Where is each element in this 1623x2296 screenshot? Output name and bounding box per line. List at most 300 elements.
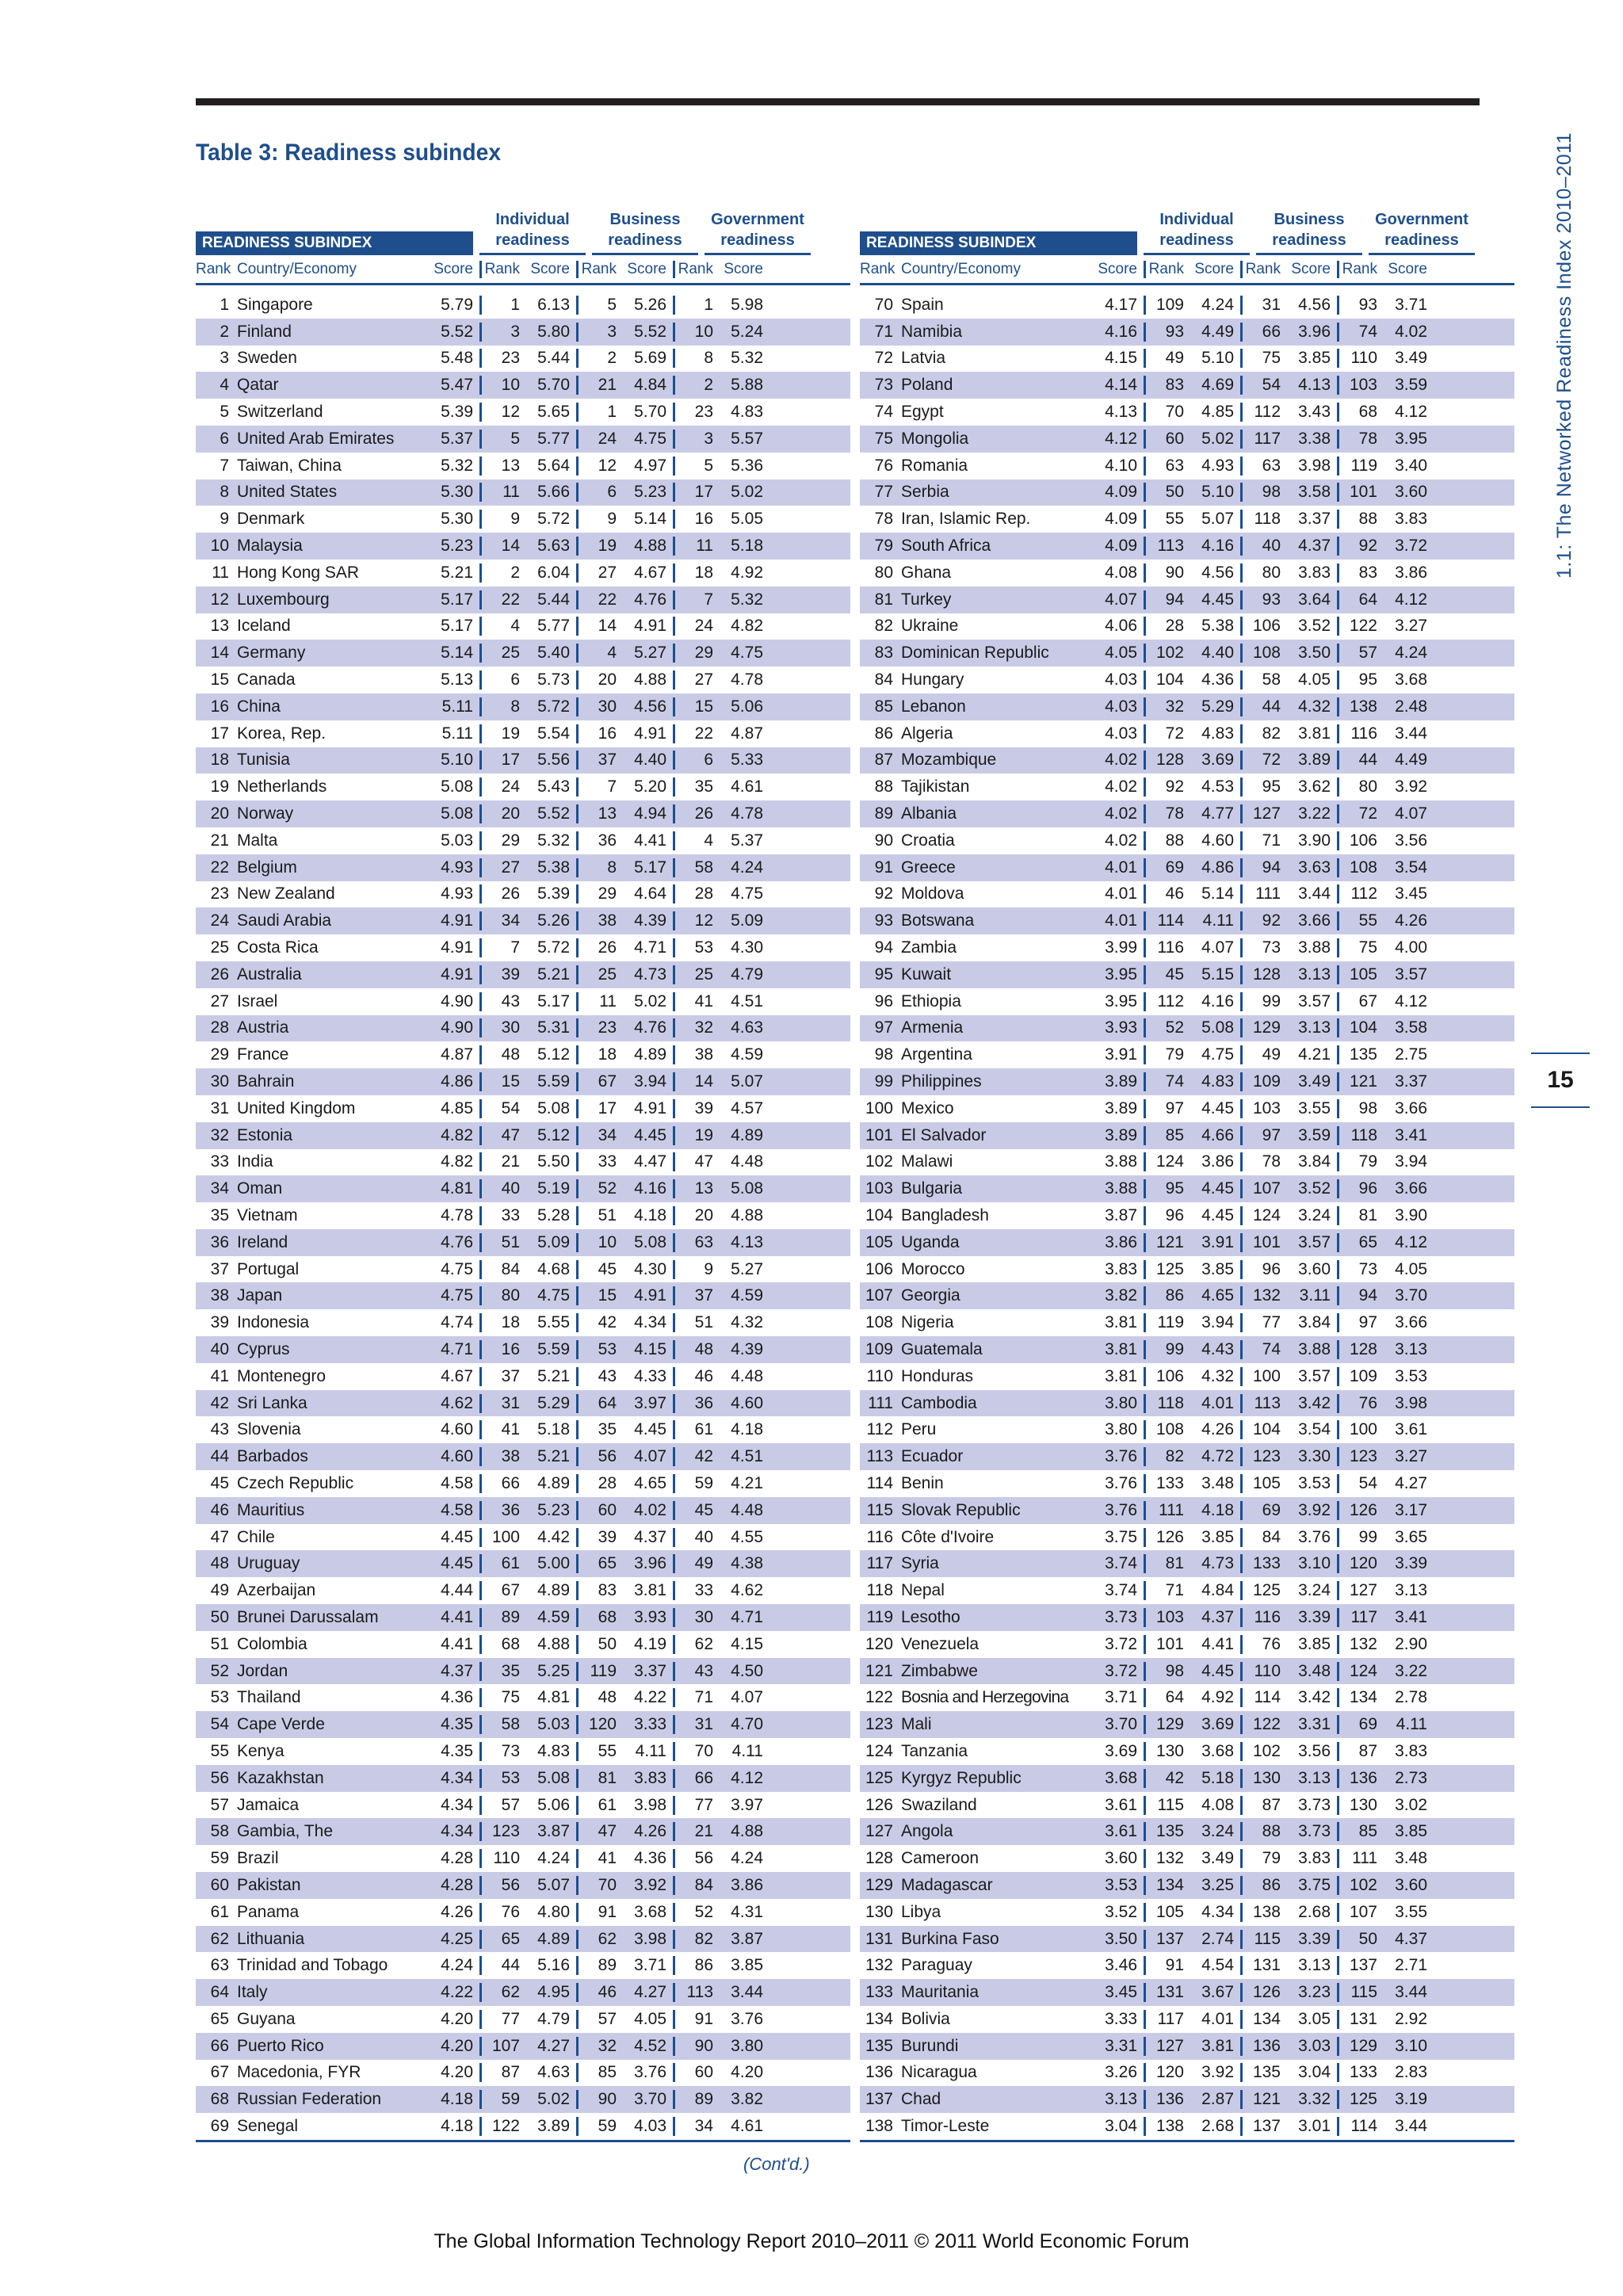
table-row: [860, 827, 1514, 854]
score-cell: 3.99: [1105, 938, 1137, 957]
bus-score-cell: 3.39: [1298, 1607, 1331, 1626]
table-row: [860, 720, 1514, 747]
table-body-left: [196, 285, 850, 2140]
bus-rank-cell: 116: [1240, 1608, 1284, 1627]
table-row: [196, 1282, 850, 1309]
table-row: [860, 2086, 1514, 2113]
gov-score-cell: 4.70: [731, 1715, 763, 1734]
bus-score-cell: 3.03: [1298, 2036, 1331, 2055]
table-row: [860, 1149, 1514, 1176]
bus-score-cell: 4.15: [634, 1339, 666, 1358]
table-row: [860, 1711, 1514, 1738]
rank-cell: 26: [210, 965, 229, 984]
table-row: [860, 1845, 1514, 1872]
rank-cell: 113: [866, 1447, 893, 1466]
table-row: [860, 506, 1514, 533]
bus-rank-cell: 22: [576, 590, 620, 609]
ind-rank-cell: 109: [1144, 296, 1187, 315]
country-cell: Swaziland: [901, 1795, 977, 1814]
table-row: [860, 1899, 1514, 1926]
rank-cell: 92: [874, 884, 893, 904]
bus-rank-cell: 1: [576, 403, 620, 422]
ind-score-cell: 4.45: [1201, 1098, 1234, 1117]
ind-rank-cell: 50: [1144, 483, 1187, 502]
bus-score-cell: 3.81: [634, 1581, 666, 1600]
bus-score-cell: 3.10: [1298, 1554, 1331, 1573]
country-cell: United Kingdom: [237, 1098, 356, 1117]
ind-rank-cell: 61: [479, 1554, 523, 1573]
bus-score-cell: 5.17: [634, 858, 666, 877]
gov-score-cell: 4.37: [1395, 1929, 1427, 1948]
ind-score-cell: 4.11: [1202, 911, 1234, 930]
ind-rank-cell: 40: [479, 1179, 523, 1198]
score-cell: 4.34: [441, 1768, 473, 1787]
rank-cell: 117: [866, 1554, 893, 1573]
bus-score-cell: 3.38: [1298, 429, 1331, 448]
bus-rank-cell: 52: [576, 1179, 620, 1198]
table-row: [860, 1095, 1514, 1122]
bus-rank-cell: 92: [1240, 911, 1284, 930]
table-row: [196, 1926, 850, 1953]
gov-rank-cell: 129: [1337, 2037, 1381, 2056]
bus-rank-cell: 87: [1240, 1796, 1284, 1815]
gov-score-cell: 4.48: [731, 1500, 763, 1519]
score-cell: 3.76: [1105, 1473, 1137, 1492]
continued-note: (Cont'd.): [743, 2154, 810, 2174]
bus-rank-cell: 36: [576, 831, 620, 850]
gov-rank-cell: 72: [1337, 804, 1381, 823]
score-cell: 3.75: [1105, 1527, 1137, 1546]
bus-rank-cell: 72: [1240, 751, 1284, 770]
ind-rank-cell: 4: [479, 617, 523, 636]
country-cell: New Zealand: [237, 884, 335, 904]
ind-score-cell: 4.66: [1201, 1125, 1234, 1144]
ind-score-cell: 3.68: [1201, 1741, 1234, 1760]
gov-score-cell: 3.56: [1395, 831, 1427, 850]
gov-rank-cell: 48: [673, 1340, 716, 1359]
bus-score-cell: 4.88: [634, 537, 666, 556]
bus-score-cell: 5.26: [634, 295, 666, 314]
ind-rank-cell: 27: [479, 858, 523, 877]
rank-cell: 41: [210, 1366, 229, 1385]
country-cell: Jordan: [237, 1661, 288, 1680]
gov-score-cell: 3.27: [1395, 1447, 1427, 1466]
gov-rank-cell: 96: [1337, 1179, 1381, 1198]
score-cell: 4.93: [441, 858, 473, 877]
bus-rank-cell: 42: [576, 1313, 620, 1332]
score-cell: 3.60: [1105, 1849, 1137, 1868]
ind-rank-cell: 16: [479, 1340, 523, 1359]
bus-rank-cell: 59: [576, 2117, 620, 2136]
bus-rank-cell: 48: [576, 1688, 620, 1707]
country-cell: Nigeria: [901, 1313, 954, 1332]
bus-rank-cell: 15: [576, 1286, 620, 1305]
country-cell: Mozambique: [901, 751, 997, 770]
table-row: [860, 346, 1514, 372]
rank-cell: 7: [220, 456, 229, 475]
score-cell: 4.34: [441, 1795, 473, 1814]
rank-cell: 12: [210, 590, 229, 609]
gov-rank-cell: 57: [1337, 644, 1381, 663]
country-cell: Kenya: [237, 1741, 285, 1760]
rank-cell: 89: [874, 804, 893, 823]
gov-score-cell: 4.38: [731, 1554, 763, 1573]
country-cell: Costa Rica: [237, 938, 319, 957]
ind-score-cell: 5.39: [537, 884, 570, 904]
bus-rank-cell: 127: [1240, 804, 1284, 823]
table-row: [196, 613, 850, 640]
ind-score-cell: 5.29: [537, 1393, 570, 1412]
country-cell: Nepal: [901, 1581, 945, 1600]
gov-rank-cell: 79: [1337, 1152, 1381, 1171]
gov-score-cell: 4.07: [1395, 804, 1427, 823]
score-cell: 4.91: [441, 938, 473, 957]
table-row: [196, 1175, 850, 1202]
bus-score-cell: 5.14: [634, 510, 666, 529]
country-cell: Uganda: [901, 1232, 960, 1251]
rank-cell: 19: [210, 777, 229, 797]
score-cell: 4.06: [1105, 617, 1137, 636]
gov-score-cell: 3.76: [731, 2009, 763, 2028]
gov-score-cell: 2.73: [1395, 1768, 1427, 1787]
country-cell: Romania: [901, 456, 968, 475]
page-number: 15: [1547, 1067, 1574, 1093]
ind-rank-cell: 102: [1144, 644, 1187, 663]
country-cell: Serbia: [901, 483, 949, 502]
gov-rank-cell: 17: [673, 483, 716, 502]
ind-score-cell: 3.67: [1201, 1983, 1234, 2002]
country-cell: Tajikistan: [901, 777, 970, 797]
score-cell: 3.53: [1105, 1875, 1137, 1894]
ind-rank-cell: 110: [479, 1849, 523, 1868]
table-row: [196, 1390, 850, 1417]
score-cell: 4.10: [1105, 456, 1137, 475]
gov-score-cell: 2.78: [1395, 1688, 1427, 1707]
table-panel-left: [196, 209, 850, 2142]
ind-score-cell: 4.65: [1201, 1286, 1234, 1305]
bus-score-cell: 3.13: [1298, 1956, 1331, 1975]
table-row: [860, 1416, 1514, 1443]
score-cell: 4.16: [1105, 322, 1137, 341]
score-cell: 3.74: [1105, 1581, 1137, 1600]
country-cell: Chile: [237, 1527, 275, 1546]
ind-rank-cell: 32: [1144, 697, 1187, 716]
bus-rank-cell: 58: [1240, 670, 1284, 690]
bus-score-cell: 5.70: [634, 403, 666, 422]
country-cell: Kuwait: [901, 965, 952, 984]
country-cell: Azerbaijan: [237, 1581, 316, 1600]
country-cell: Angola: [901, 1822, 953, 1841]
country-cell: Belgium: [237, 858, 297, 877]
rank-cell: 85: [874, 697, 893, 716]
score-cell: 4.02: [1105, 777, 1137, 797]
table-panel-right: [860, 209, 1514, 2142]
score-cell: 5.30: [441, 510, 473, 529]
ind-score-cell: 4.86: [1201, 858, 1234, 877]
rank-cell: 115: [866, 1500, 893, 1519]
rank-cell: 51: [210, 1634, 229, 1653]
ind-rank-cell: 99: [1144, 1340, 1187, 1359]
score-cell: 4.90: [441, 991, 473, 1010]
score-cell: 4.91: [441, 911, 473, 930]
ind-rank-cell: 42: [1144, 1769, 1187, 1788]
country-cell: Uruguay: [237, 1554, 300, 1573]
bottom-rule: [196, 2140, 850, 2142]
bus-rank-cell: 79: [1240, 1849, 1284, 1868]
gov-score-cell: 3.37: [1395, 1072, 1427, 1091]
gov-score-cell: 3.40: [1395, 456, 1427, 475]
gov-score-cell: 5.02: [731, 483, 763, 502]
bus-score-cell: 3.24: [1298, 1205, 1331, 1224]
country-cell: United Arab Emirates: [237, 429, 395, 448]
table-row: [860, 1604, 1514, 1631]
bus-rank-cell: 83: [576, 1581, 620, 1600]
bus-score-cell: 4.45: [634, 1125, 666, 1144]
gov-rank-cell: 10: [673, 323, 716, 342]
gov-rank-cell: 34: [673, 2117, 716, 2136]
score-cell: 5.37: [441, 429, 473, 448]
gov-rank-cell: 117: [1337, 1608, 1381, 1627]
gov-score-cell: 3.02: [1395, 1795, 1427, 1814]
ind-score-cell: 3.85: [1201, 1259, 1234, 1278]
table-row: [196, 640, 850, 667]
country-cell: Puerto Rico: [237, 2036, 324, 2055]
bus-rank-cell: 60: [576, 1501, 620, 1520]
bus-rank-cell: 102: [1240, 1742, 1284, 1761]
score-cell: 3.73: [1105, 1607, 1137, 1626]
bus-rank-cell: 66: [1240, 323, 1284, 342]
bus-score-cell: 4.26: [634, 1822, 666, 1841]
gov-score-cell: 3.59: [1395, 376, 1427, 395]
bus-rank-cell: 73: [1240, 938, 1284, 957]
country-cell: Mauritania: [901, 1983, 980, 2002]
bus-rank-header: Rank: [576, 261, 620, 278]
table-row: [860, 1979, 1514, 2006]
table-row: [196, 1363, 850, 1390]
gov-score-cell: 4.59: [731, 1045, 763, 1064]
bus-rank-cell: 76: [1240, 1635, 1284, 1654]
bus-score-cell: 3.98: [634, 1929, 666, 1948]
bus-rank-cell: 46: [576, 1983, 620, 2002]
score-cell: 4.71: [441, 1339, 473, 1358]
score-cell: 4.82: [441, 1125, 473, 1144]
bus-rank-cell: 75: [1240, 349, 1284, 368]
country-cell: Brazil: [237, 1849, 279, 1868]
bus-score-cell: 3.04: [1298, 2063, 1331, 2082]
gov-score-cell: 3.13: [1395, 1581, 1427, 1600]
table-row: [196, 907, 850, 934]
gov-score-cell: 3.48: [1395, 1849, 1427, 1868]
score-cell: 4.85: [441, 1098, 473, 1117]
table-row: [196, 346, 850, 372]
table-row: [196, 399, 850, 426]
bus-rank-cell: 121: [1240, 2090, 1284, 2109]
gov-score-cell: 4.75: [731, 644, 763, 663]
rank-cell: 107: [865, 1286, 893, 1305]
country-cell: Bosnia and Herzegovina: [901, 1688, 1069, 1707]
bus-rank-cell: 26: [576, 938, 620, 957]
bus-score-cell: 4.22: [634, 1688, 666, 1707]
rank-cell: 71: [874, 322, 893, 341]
country-cell: Japan: [237, 1286, 283, 1305]
rank-cell: 17: [210, 724, 229, 743]
country-cell: United States: [237, 483, 338, 502]
bus-rank-header: Rank: [1240, 261, 1284, 278]
rank-cell: 130: [865, 1902, 893, 1921]
ind-score-cell: 5.32: [537, 831, 570, 850]
gov-rank-cell: 46: [673, 1367, 716, 1386]
gov-rank-cell: 41: [673, 992, 716, 1011]
ind-rank-cell: 116: [1144, 938, 1187, 957]
table-row: [196, 1336, 850, 1363]
gov-rank-cell: 21: [673, 1822, 716, 1841]
country-cell: Morocco: [901, 1259, 965, 1278]
gov-rank-cell: 75: [1337, 938, 1381, 957]
group-header: [196, 209, 850, 255]
score-cell: 4.01: [1105, 884, 1137, 904]
bus-score-cell: 4.88: [634, 670, 666, 690]
bus-rank-cell: 55: [576, 1742, 620, 1761]
table-row: [860, 1390, 1514, 1417]
ind-score-cell: 5.72: [537, 510, 570, 529]
table-row: [196, 1818, 850, 1845]
gov-score-cell: 3.83: [1395, 510, 1427, 529]
score-cell: 3.86: [1105, 1232, 1137, 1251]
score-cell: 4.08: [1105, 563, 1137, 582]
ind-rank-cell: 125: [1144, 1260, 1187, 1279]
gov-score-cell: 4.20: [731, 2063, 763, 2082]
ind-rank-cell: 86: [1144, 1286, 1187, 1305]
gov-score-cell: 4.12: [1395, 403, 1427, 422]
gov-rank-cell: 111: [1337, 1849, 1381, 1868]
bus-rank-cell: 12: [576, 457, 620, 476]
gov-rank-cell: 56: [673, 1849, 716, 1868]
table-row: [860, 2113, 1514, 2140]
bus-score-cell: 3.44: [1298, 884, 1331, 904]
ind-score-cell: 5.40: [537, 644, 570, 663]
ind-score-cell: 4.49: [1201, 322, 1234, 341]
bus-rank-cell: 19: [576, 537, 620, 556]
bus-score-cell: 3.42: [1298, 1393, 1331, 1412]
country-cell: Syria: [901, 1554, 939, 1573]
ind-score-cell: 5.26: [537, 911, 570, 930]
score-cell: 3.04: [1105, 2117, 1137, 2136]
table-row: [860, 1738, 1514, 1765]
table-row: [196, 934, 850, 961]
bus-score-cell: 3.31: [1298, 1715, 1331, 1734]
gov-score-cell: 3.17: [1395, 1500, 1427, 1519]
ind-score-cell: 4.24: [1201, 295, 1234, 314]
score-cell: 3.72: [1105, 1634, 1137, 1653]
rank-cell: 110: [866, 1366, 893, 1385]
gov-score-cell: 4.15: [731, 1634, 763, 1653]
bus-score-cell: 3.96: [1298, 322, 1331, 341]
ind-rank-cell: 48: [479, 1045, 523, 1064]
gov-rank-cell: 83: [1337, 563, 1381, 583]
country-cell: Nicaragua: [901, 2063, 977, 2082]
gov-score-cell: 3.54: [1395, 858, 1427, 877]
table-row: [860, 479, 1514, 506]
ind-score-cell: 4.89: [537, 1473, 570, 1492]
bus-score-cell: 4.34: [634, 1313, 666, 1332]
rank-cell: 45: [210, 1473, 229, 1492]
bus-rank-cell: 47: [576, 1822, 620, 1841]
score-cell: 4.26: [441, 1902, 473, 1921]
rank-cell: 48: [210, 1554, 229, 1573]
rank-cell: 21: [210, 831, 229, 850]
bus-rank-cell: 57: [576, 2010, 620, 2029]
bus-rank-cell: 120: [576, 1715, 620, 1734]
ind-rank-cell: 119: [1144, 1313, 1187, 1332]
gov-rank-cell: 124: [1337, 1662, 1381, 1681]
table-row: [196, 1872, 850, 1899]
ind-score-cell: 5.18: [1201, 1768, 1234, 1787]
table-row: [196, 1470, 850, 1497]
bus-rank-cell: 114: [1240, 1688, 1284, 1707]
bus-score-cell: 3.22: [1298, 804, 1331, 823]
country-cell: Luxembourg: [237, 590, 330, 609]
bus-score-cell: 3.13: [1298, 1018, 1331, 1037]
table-row: [196, 1068, 850, 1095]
ind-score-cell: 5.02: [537, 2090, 570, 2109]
score-cell: 5.13: [441, 670, 473, 690]
ind-score-cell: 5.44: [537, 590, 570, 609]
bus-score-cell: 3.55: [1298, 1098, 1331, 1117]
table-row: [860, 1443, 1514, 1470]
bus-score-cell: 4.33: [634, 1366, 666, 1385]
table-row: [196, 1684, 850, 1711]
ind-rank-cell: 95: [1144, 1179, 1187, 1198]
gov-rank-cell: 70: [673, 1742, 716, 1761]
bus-rank-cell: 96: [1240, 1260, 1284, 1279]
table-row: [196, 1738, 850, 1765]
score-cell: 4.18: [441, 2117, 473, 2136]
ind-score-cell: 5.21: [537, 1366, 570, 1385]
bus-rank-cell: 71: [1240, 831, 1284, 850]
bus-rank-cell: 123: [1240, 1447, 1284, 1466]
country-cell: Bulgaria: [901, 1179, 963, 1198]
table-row: [860, 1952, 1514, 1979]
ind-rank-cell: 56: [479, 1876, 523, 1895]
gov-score-cell: 5.88: [731, 376, 763, 395]
bus-rank-cell: 90: [576, 2090, 620, 2109]
ind-score-cell: 4.83: [1201, 724, 1234, 743]
score-cell: 4.15: [1105, 349, 1137, 368]
ind-rank-cell: 37: [479, 1367, 523, 1386]
score-cell: 3.26: [1105, 2063, 1137, 2082]
bus-score-cell: 3.88: [1298, 1339, 1331, 1358]
gov-rank-cell: 135: [1337, 1045, 1381, 1064]
rank-cell: 47: [210, 1527, 229, 1546]
table-row: [860, 613, 1514, 640]
country-cell: Sweden: [237, 349, 297, 368]
gov-score-cell: 4.89: [731, 1125, 763, 1144]
bus-rank-cell: 113: [1240, 1394, 1284, 1413]
rank-cell: 65: [210, 2009, 229, 2028]
rank-cell: 106: [865, 1259, 893, 1278]
ind-rank-cell: 117: [1144, 2010, 1187, 2029]
ind-score-cell: 5.59: [537, 1339, 570, 1358]
score-cell: 4.67: [441, 1366, 473, 1385]
gov-score-cell: 3.60: [1395, 483, 1427, 502]
bus-rank-cell: 69: [1240, 1501, 1284, 1520]
country-cell: Indonesia: [237, 1313, 310, 1332]
country-cell: Singapore: [237, 295, 313, 314]
bus-score-cell: 3.73: [1298, 1822, 1331, 1841]
bus-score-cell: 3.63: [1298, 858, 1331, 877]
bus-score-cell: 3.01: [1298, 2117, 1331, 2136]
bus-rank-cell: 50: [576, 1635, 620, 1654]
